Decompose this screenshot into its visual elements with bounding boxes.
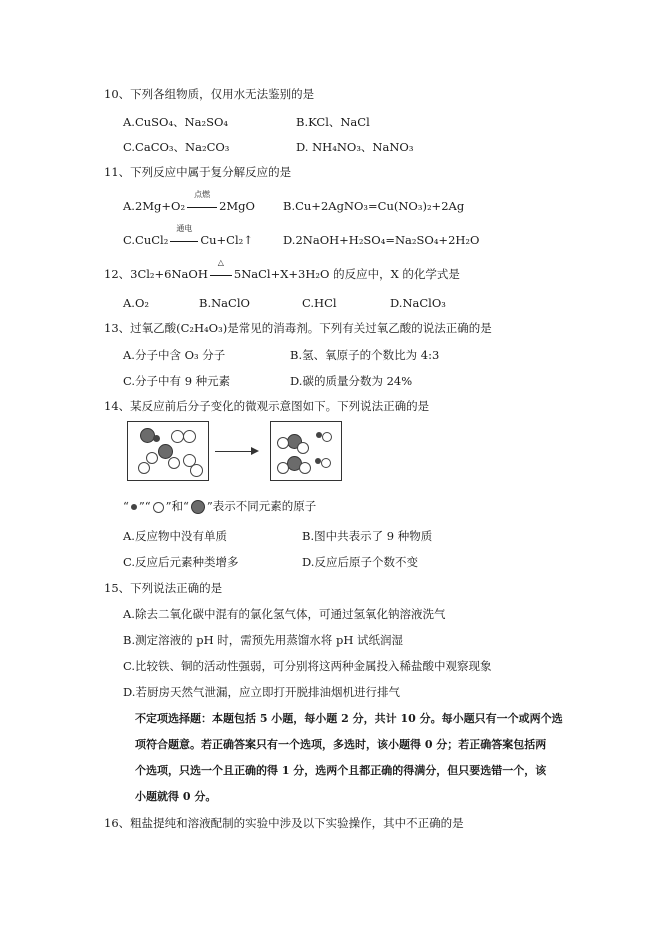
instructions-line-3: 个选项，只选一个且正确的得 1 分，选两个且都正确的得满分，但只要选错一个，该 — [135, 764, 547, 777]
q12-option-a: A.O₂ — [123, 296, 149, 310]
q11-option-c — [123, 224, 253, 248]
instructions-line-2: 项符合题意。若正确答案只有一个选项，多选时，该小题得 0 分；若正确答案包括两 — [135, 738, 547, 751]
q14-option-a: A.反应物中没有单质 — [123, 529, 227, 543]
after-reaction-box — [270, 421, 342, 481]
question-16-stem: 16、粗盐提纯和溶液配制的实验中涉及以下实验操作，其中不正确的是 — [104, 816, 464, 830]
atom-white — [183, 430, 196, 443]
atom-white — [299, 462, 311, 474]
legend-white-atom — [153, 502, 164, 513]
q11-c-reactants: C.CuCl₂ — [123, 233, 169, 247]
instructions-line-4: 小题就得 0 分。 — [135, 790, 217, 803]
condition-label: 通电 — [176, 224, 193, 233]
q10-option-d: D. NH₄NO₃、NaNO₃ — [296, 140, 414, 154]
q11-a-reactants: A.2Mg+O₂ — [123, 199, 186, 213]
reaction-arrow-head — [251, 447, 259, 455]
q11-a-products: 2MgO — [219, 199, 255, 213]
q14-option-d: D.反应后原子个数不变 — [302, 555, 418, 569]
q14-option-c: C.反应后元素种类增多 — [123, 555, 239, 569]
instructions-line-1: 不定项选择题：本题包括 5 小题，每小题 2 分，共计 10 分。每小题只有一个或两个选 — [135, 712, 563, 725]
q12-reactants: 12、3Cl₂+6NaOH — [104, 267, 208, 281]
legend-quote: ”“ — [138, 499, 151, 513]
atom-white — [138, 462, 150, 474]
q12-option-b: B.NaClO — [199, 296, 250, 310]
atom-white — [146, 452, 158, 464]
before-reaction-box — [127, 421, 209, 481]
atom-white — [322, 432, 332, 442]
legend-and: ”和“ — [165, 499, 189, 513]
question-11-stem: 11、下列反应中属于复分解反应的是 — [104, 165, 292, 179]
atom-small — [153, 435, 160, 442]
atom-white — [297, 442, 309, 454]
question-12-stem — [104, 258, 460, 282]
q11-c-products: Cu+Cl₂↑ — [200, 233, 253, 247]
condition-label: △ — [217, 258, 224, 267]
q11-option-d: D.2NaOH+H₂SO₄=Na₂SO₄+2H₂O — [283, 233, 480, 247]
question-10-stem: 10、下列各组物质，仅用水无法鉴别的是 — [104, 87, 315, 101]
q12-option-d: D.NaClO₃ — [390, 296, 446, 310]
q12-option-c: C.HCl — [302, 296, 337, 310]
legend-quote: “ — [123, 499, 129, 513]
q13-option-d: D.碳的质量分数为 24% — [290, 374, 413, 388]
reaction-arrow — [215, 451, 253, 452]
q10-option-b: B.KCl、NaCl — [296, 115, 370, 129]
reaction-condition — [185, 190, 219, 214]
q11-option-a — [123, 190, 255, 214]
reaction-condition — [168, 224, 200, 248]
q10-option-a: A.CuSO₄、Na₂SO₄ — [123, 115, 229, 129]
question-15-stem: 15、下列说法正确的是 — [104, 581, 223, 595]
q15-option-d: D.若厨房天然气泄漏，应立即打开脱排油烟机进行排气 — [123, 685, 400, 699]
atom-white — [321, 458, 331, 468]
q13-option-c: C.分子中有 9 种元素 — [123, 374, 231, 388]
legend-small-atom — [131, 504, 137, 510]
q10-option-c: C.CaCO₃、Na₂CO₃ — [123, 140, 230, 154]
atom-white — [168, 457, 180, 469]
q15-option-c: C.比较铁、铜的活动性强弱，可分别将这两种金属投入稀盐酸中观察现象 — [123, 659, 492, 673]
reaction-condition — [208, 258, 234, 282]
q13-option-a: A.分子中含 O₃ 分子 — [123, 348, 226, 362]
q15-option-a: A.除去二氧化碳中混有的氯化氢气体，可通过氢氧化钠溶液洗气 — [123, 607, 446, 621]
q14-option-b: B.图中共表示了 9 种物质 — [302, 529, 433, 543]
legend-large-atom — [191, 500, 205, 514]
q14-legend — [123, 500, 316, 514]
q13-option-b: B.氢、氧原子的个数比为 4:3 — [290, 348, 440, 362]
q12-products-and-question: 5NaCl+X+3H₂O 的反应中，X 的化学式是 — [233, 267, 460, 281]
atom-white — [277, 462, 289, 474]
legend-caption: ”表示不同元素的原子 — [206, 499, 317, 513]
q15-option-b: B.测定溶液的 pH 时，需预先用蒸馏水将 pH 试纸润湿 — [123, 633, 404, 647]
condition-label: 点燃 — [194, 190, 211, 199]
atom-white — [277, 437, 289, 449]
question-14-stem: 14、某反应前后分子变化的微观示意图如下。下列说法正确的是 — [104, 399, 430, 413]
question-13-stem: 13、过氧乙酸(C₂H₄O₃)是常见的消毒剂。下列有关过氧乙酸的说法正确的是 — [104, 321, 492, 335]
atom-white — [190, 464, 203, 477]
q11-option-b: B.Cu+2AgNO₃=Cu(NO₃)₂+2Ag — [283, 199, 465, 213]
